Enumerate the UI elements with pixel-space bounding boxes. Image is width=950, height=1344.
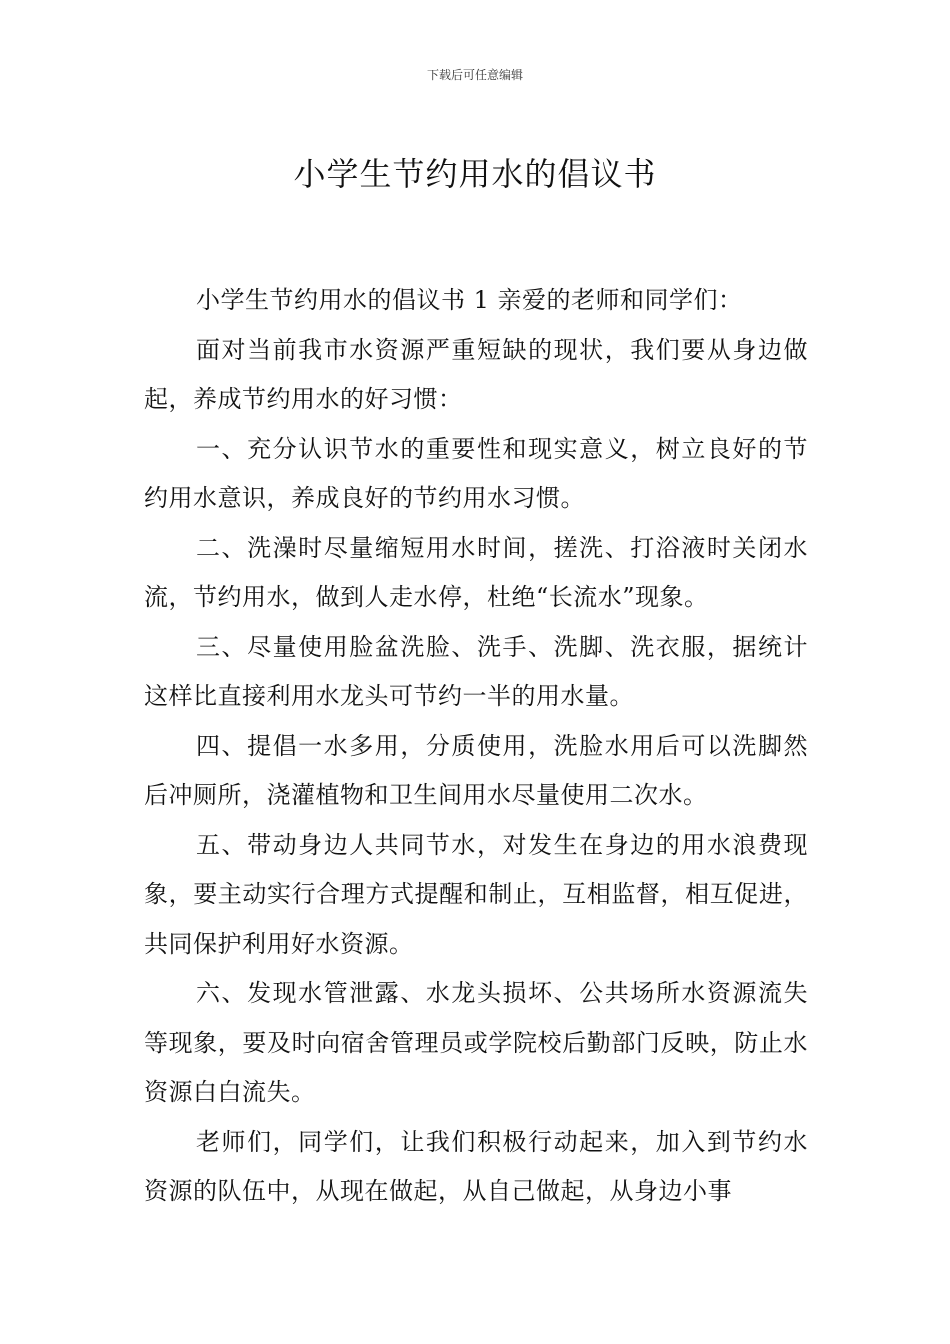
paragraph-item-2: 二、洗澡时尽量缩短用水时间，搓洗、打浴液时关闭水流，节约用水，做到人走水停，杜绝“长流水”现象。	[144, 533, 808, 611]
paragraph-item-6: 六、发现水管泄露、水龙头损坏、公共场所水资源流失等现象，要及时向宿舍管理员或学院校后勤部门反映，防止水资源白白流失。	[144, 979, 808, 1106]
document-title: 小学生节约用水的倡议书	[293, 155, 657, 194]
paragraph-item-4: 四、提倡一水多用，分质使用，洗脸水用后可以洗脚然后冲厕所，浇灌植物和卫生间用水尽量使用二次水。	[144, 731, 808, 809]
paragraph-closing: 老师们，同学们，让我们积极行动起来，加入到节约水资源的队伍中，从现在做起，从自己做起，从身边小事	[144, 1127, 808, 1205]
paragraph-salutation: 小学生节约用水的倡议书 1 亲爱的老师和同学们：	[196, 286, 743, 314]
paragraph-item-5: 五、带动身边人共同节水，对发生在身边的用水浪费现象，要主动实行合理方式提醒和制止，互相监督，相互促进，共同保护利用好水资源。	[144, 830, 808, 958]
paragraph-item-1: 一、充分认识节水的重要性和现实意义，树立良好的节约用水意识，养成良好的节约用水习惯。	[144, 434, 808, 512]
paragraph-intro: 面对当前我市水资源严重短缺的现状，我们要从身边做起，养成节约用水的好习惯：	[144, 335, 808, 413]
paragraph-item-3: 三、尽量使用脸盆洗脸、洗手、洗脚、洗衣服，据统计这样比直接利用水龙头可节约一半的用水量。	[144, 632, 808, 710]
document-body	[144, 276, 808, 1217]
header-note: 下载后可任意编辑	[426, 68, 523, 82]
